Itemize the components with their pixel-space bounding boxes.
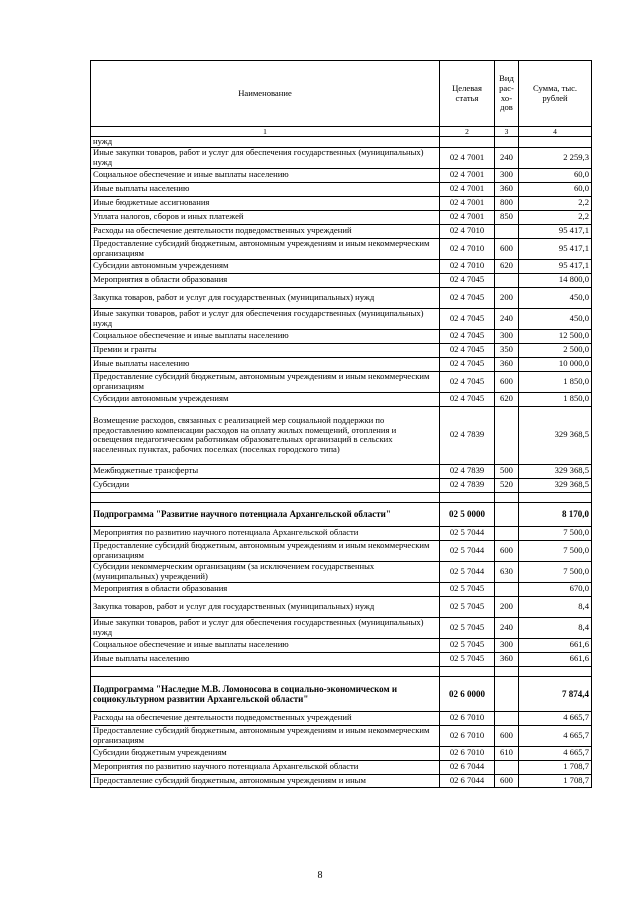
row-name-cell: Подпрограмма "Наследие М.В. Ломоносова в социально-экономическом и социокультурном развитии Архангельской области": [91, 676, 440, 711]
row-target-cell: 02 4 7045: [440, 329, 495, 343]
row-kind-cell: 520: [495, 478, 519, 492]
row-name-cell: Возмещение расходов, связанных с реализацией мер социальной поддержки по предоставлению компенсации расходов на оплату жилых помещений, отопления и освещения педагогическим работникам образовательных организаций в сельских населенных пунктах, рабочих поселках (поселках городского типа): [91, 406, 440, 464]
table-row: [91, 392, 592, 406]
column-number-row: [91, 127, 592, 137]
row-target-cell: 02 5 7044: [440, 526, 495, 540]
table-row: [91, 666, 592, 676]
row-target-cell: 02 4 7001: [440, 182, 495, 196]
row-sum-cell: 7 500,0: [519, 526, 592, 540]
row-kind-cell: [495, 760, 519, 774]
table-row: [91, 147, 592, 168]
row-kind-cell: 620: [495, 259, 519, 273]
row-sum-cell: 8,4: [519, 617, 592, 638]
budget-table: [90, 60, 592, 788]
row-name-cell: Субсидии некоммерческим организациям (за исключением государственных (муниципальных) учреждений): [91, 561, 440, 582]
row-name-cell: Предоставление субсидий бюджетным, автономным учреждениям и иным некоммерческим организациям: [91, 371, 440, 392]
row-name-cell: Закупка товаров, работ и услуг для государственных (муниципальных) нужд: [91, 596, 440, 617]
row-kind-cell: [495, 224, 519, 238]
row-sum-cell: 1 850,0: [519, 392, 592, 406]
header-name: Наименование: [91, 61, 440, 127]
row-kind-cell: 300: [495, 638, 519, 652]
row-target-cell: 02 4 7010: [440, 238, 495, 259]
row-name-cell: Иные выплаты населению: [91, 652, 440, 666]
table-row: [91, 638, 592, 652]
table-row: [91, 478, 592, 492]
row-target-cell: 02 5 7045: [440, 596, 495, 617]
row-sum-cell: 2 500,0: [519, 343, 592, 357]
row-target-cell: 02 5 7045: [440, 652, 495, 666]
row-target-cell: 02 4 7045: [440, 287, 495, 308]
row-kind-cell: [495, 582, 519, 596]
column-number: 1: [91, 127, 440, 137]
row-kind-cell: 800: [495, 196, 519, 210]
row-name-cell: Субсидии автономным учреждениям: [91, 392, 440, 406]
table-row: [91, 329, 592, 343]
row-target-cell: 02 6 7010: [440, 746, 495, 760]
table-row: [91, 168, 592, 182]
table-row: [91, 182, 592, 196]
row-sum-cell: 95 417,1: [519, 224, 592, 238]
row-target-cell: 02 4 7001: [440, 196, 495, 210]
row-target-cell: 02 4 7839: [440, 478, 495, 492]
row-kind-cell: 200: [495, 287, 519, 308]
row-target-cell: 02 5 7044: [440, 540, 495, 561]
row-kind-cell: 630: [495, 561, 519, 582]
row-name-cell: Иные выплаты населению: [91, 357, 440, 371]
row-kind-cell: [495, 406, 519, 464]
table-row: [91, 492, 592, 502]
row-sum-cell: 8 170,0: [519, 502, 592, 526]
row-kind-cell: [495, 492, 519, 502]
row-target-cell: 02 4 7010: [440, 224, 495, 238]
row-target-cell: [440, 137, 495, 148]
row-name-cell: Субсидии: [91, 478, 440, 492]
table-row: [91, 746, 592, 760]
table-row: [91, 357, 592, 371]
row-name-cell: Субсидии автономным учреждениям: [91, 259, 440, 273]
row-sum-cell: 450,0: [519, 287, 592, 308]
row-kind-cell: 600: [495, 774, 519, 787]
row-kind-cell: 200: [495, 596, 519, 617]
row-kind-cell: 620: [495, 392, 519, 406]
row-sum-cell: 2 259,3: [519, 147, 592, 168]
row-target-cell: 02 4 7045: [440, 308, 495, 329]
row-kind-cell: 240: [495, 308, 519, 329]
table-row: [91, 287, 592, 308]
row-target-cell: 02 6 7044: [440, 760, 495, 774]
row-sum-cell: 450,0: [519, 308, 592, 329]
table-row: [91, 760, 592, 774]
table-row: [91, 502, 592, 526]
row-sum-cell: 329 368,5: [519, 464, 592, 478]
row-name-cell: Мероприятия в области образования: [91, 582, 440, 596]
row-sum-cell: 1 708,7: [519, 774, 592, 787]
row-name-cell: Мероприятия по развитию научного потенциала Архангельской области: [91, 760, 440, 774]
row-name-cell: Уплата налогов, сборов и иных платежей: [91, 210, 440, 224]
row-target-cell: 02 5 7045: [440, 582, 495, 596]
row-name-cell: Иные закупки товаров, работ и услуг для обеспечения государственных (муниципальных) нужд: [91, 147, 440, 168]
row-name-cell: Мероприятия по развитию научного потенциала Архангельской области: [91, 526, 440, 540]
row-target-cell: 02 6 7010: [440, 711, 495, 725]
row-kind-cell: 300: [495, 168, 519, 182]
table-row: [91, 371, 592, 392]
row-sum-cell: [519, 666, 592, 676]
row-kind-cell: [495, 526, 519, 540]
row-sum-cell: 4 665,7: [519, 725, 592, 746]
row-sum-cell: 60,0: [519, 168, 592, 182]
row-name-cell: Предоставление субсидий бюджетным, автономным учреждениям и иным: [91, 774, 440, 787]
row-name-cell: Предоставление субсидий бюджетным, автономным учреждениям и иным некоммерческим организациям: [91, 725, 440, 746]
column-number: 2: [440, 127, 495, 137]
row-sum-cell: 8,4: [519, 596, 592, 617]
row-target-cell: 02 6 7010: [440, 725, 495, 746]
row-target-cell: 02 4 7001: [440, 210, 495, 224]
row-name-cell: Социальное обеспечение и иные выплаты населению: [91, 168, 440, 182]
row-kind-cell: 360: [495, 357, 519, 371]
row-name-cell: Межбюджетные трансферты: [91, 464, 440, 478]
row-kind-cell: [495, 676, 519, 711]
table-row: [91, 196, 592, 210]
row-target-cell: 02 4 7045: [440, 371, 495, 392]
header-row: [91, 61, 592, 127]
row-target-cell: 02 4 7045: [440, 357, 495, 371]
row-target-cell: 02 4 7001: [440, 168, 495, 182]
table-row: [91, 137, 592, 148]
row-sum-cell: 1 850,0: [519, 371, 592, 392]
table-row: [91, 652, 592, 666]
column-number: 3: [495, 127, 519, 137]
row-target-cell: 02 6 7044: [440, 774, 495, 787]
row-target-cell: 02 4 7045: [440, 343, 495, 357]
row-kind-cell: 300: [495, 329, 519, 343]
row-sum-cell: 14 800,0: [519, 273, 592, 287]
row-name-cell: Закупка товаров, работ и услуг для государственных (муниципальных) нужд: [91, 287, 440, 308]
header-target: Целевая статья: [440, 61, 495, 127]
row-sum-cell: 329 368,5: [519, 406, 592, 464]
row-kind-cell: 600: [495, 371, 519, 392]
table-row: [91, 464, 592, 478]
row-kind-cell: [495, 711, 519, 725]
row-name-cell: Иные бюджетные ассигнования: [91, 196, 440, 210]
row-target-cell: [440, 492, 495, 502]
row-name-cell: [91, 666, 440, 676]
row-kind-cell: 850: [495, 210, 519, 224]
table-row: [91, 210, 592, 224]
row-name-cell: Иные закупки товаров, работ и услуг для обеспечения государственных (муниципальных) нужд: [91, 308, 440, 329]
row-target-cell: 02 5 7045: [440, 638, 495, 652]
row-target-cell: [440, 666, 495, 676]
row-target-cell: 02 6 0000: [440, 676, 495, 711]
row-kind-cell: 610: [495, 746, 519, 760]
row-target-cell: 02 4 7045: [440, 273, 495, 287]
row-target-cell: 02 4 7001: [440, 147, 495, 168]
table-row: [91, 308, 592, 329]
row-sum-cell: 661,6: [519, 652, 592, 666]
row-sum-cell: 4 665,7: [519, 711, 592, 725]
row-name-cell: Подпрограмма "Развитие научного потенциала Архангельской области": [91, 502, 440, 526]
row-name-cell: Социальное обеспечение и иные выплаты населению: [91, 329, 440, 343]
row-sum-cell: 95 417,1: [519, 259, 592, 273]
row-kind-cell: [495, 273, 519, 287]
row-kind-cell: [495, 666, 519, 676]
table-row: [91, 273, 592, 287]
row-target-cell: 02 4 7839: [440, 464, 495, 478]
row-name-cell: Субсидии бюджетным учреждениям: [91, 746, 440, 760]
row-sum-cell: 12 500,0: [519, 329, 592, 343]
row-name-cell: Иные выплаты населению: [91, 182, 440, 196]
row-sum-cell: 2,2: [519, 210, 592, 224]
table-row: [91, 526, 592, 540]
row-kind-cell: 600: [495, 540, 519, 561]
row-sum-cell: [519, 492, 592, 502]
row-name-cell: Расходы на обеспечение деятельности подведомственных учреждений: [91, 224, 440, 238]
row-kind-cell: 360: [495, 182, 519, 196]
row-sum-cell: [519, 137, 592, 148]
row-sum-cell: 60,0: [519, 182, 592, 196]
row-name-cell: Мероприятия в области образования: [91, 273, 440, 287]
row-sum-cell: 1 708,7: [519, 760, 592, 774]
table-row: [91, 774, 592, 787]
row-kind-cell: 350: [495, 343, 519, 357]
row-target-cell: 02 4 7839: [440, 406, 495, 464]
row-kind-cell: 600: [495, 725, 519, 746]
header-sum: Сумма, тыс. рублей: [519, 61, 592, 127]
page-number: 8: [317, 870, 323, 881]
table-row: [91, 725, 592, 746]
row-kind-cell: 600: [495, 238, 519, 259]
table-row: [91, 343, 592, 357]
row-sum-cell: 7 500,0: [519, 540, 592, 561]
table-row: [91, 561, 592, 582]
row-name-cell: [91, 492, 440, 502]
row-sum-cell: 95 417,1: [519, 238, 592, 259]
table-row: [91, 540, 592, 561]
row-kind-cell: 240: [495, 147, 519, 168]
row-target-cell: 02 4 7010: [440, 259, 495, 273]
table-row: [91, 676, 592, 711]
row-name-cell: Премии и гранты: [91, 343, 440, 357]
row-kind-cell: 360: [495, 652, 519, 666]
row-kind-cell: 240: [495, 617, 519, 638]
row-name-cell: нужд: [91, 137, 440, 148]
header-kind: Вид рас-хо-дов: [495, 61, 519, 127]
row-name-cell: Социальное обеспечение и иные выплаты населению: [91, 638, 440, 652]
row-target-cell: 02 5 7045: [440, 617, 495, 638]
table-row: [91, 406, 592, 464]
table-row: [91, 238, 592, 259]
row-sum-cell: 4 665,7: [519, 746, 592, 760]
row-sum-cell: 670,0: [519, 582, 592, 596]
row-sum-cell: 7 500,0: [519, 561, 592, 582]
row-sum-cell: 661,6: [519, 638, 592, 652]
row-sum-cell: 2,2: [519, 196, 592, 210]
row-name-cell: Предоставление субсидий бюджетным, автономным учреждениям и иным некоммерческим организациям: [91, 238, 440, 259]
row-sum-cell: 10 000,0: [519, 357, 592, 371]
row-target-cell: 02 4 7045: [440, 392, 495, 406]
row-name-cell: Иные закупки товаров, работ и услуг для обеспечения государственных (муниципальных) нужд: [91, 617, 440, 638]
column-number: 4: [519, 127, 592, 137]
table-row: [91, 711, 592, 725]
row-sum-cell: 7 874,4: [519, 676, 592, 711]
row-target-cell: 02 5 7044: [440, 561, 495, 582]
table-row: [91, 224, 592, 238]
table-row: [91, 617, 592, 638]
row-kind-cell: [495, 137, 519, 148]
table-row: [91, 582, 592, 596]
table-row: [91, 596, 592, 617]
table-row: [91, 259, 592, 273]
row-name-cell: Предоставление субсидий бюджетным, автономным учреждениям и иным некоммерческим организациям: [91, 540, 440, 561]
row-kind-cell: 500: [495, 464, 519, 478]
row-kind-cell: [495, 502, 519, 526]
row-target-cell: 02 5 0000: [440, 502, 495, 526]
row-sum-cell: 329 368,5: [519, 478, 592, 492]
row-name-cell: Расходы на обеспечение деятельности подведомственных учреждений: [91, 711, 440, 725]
